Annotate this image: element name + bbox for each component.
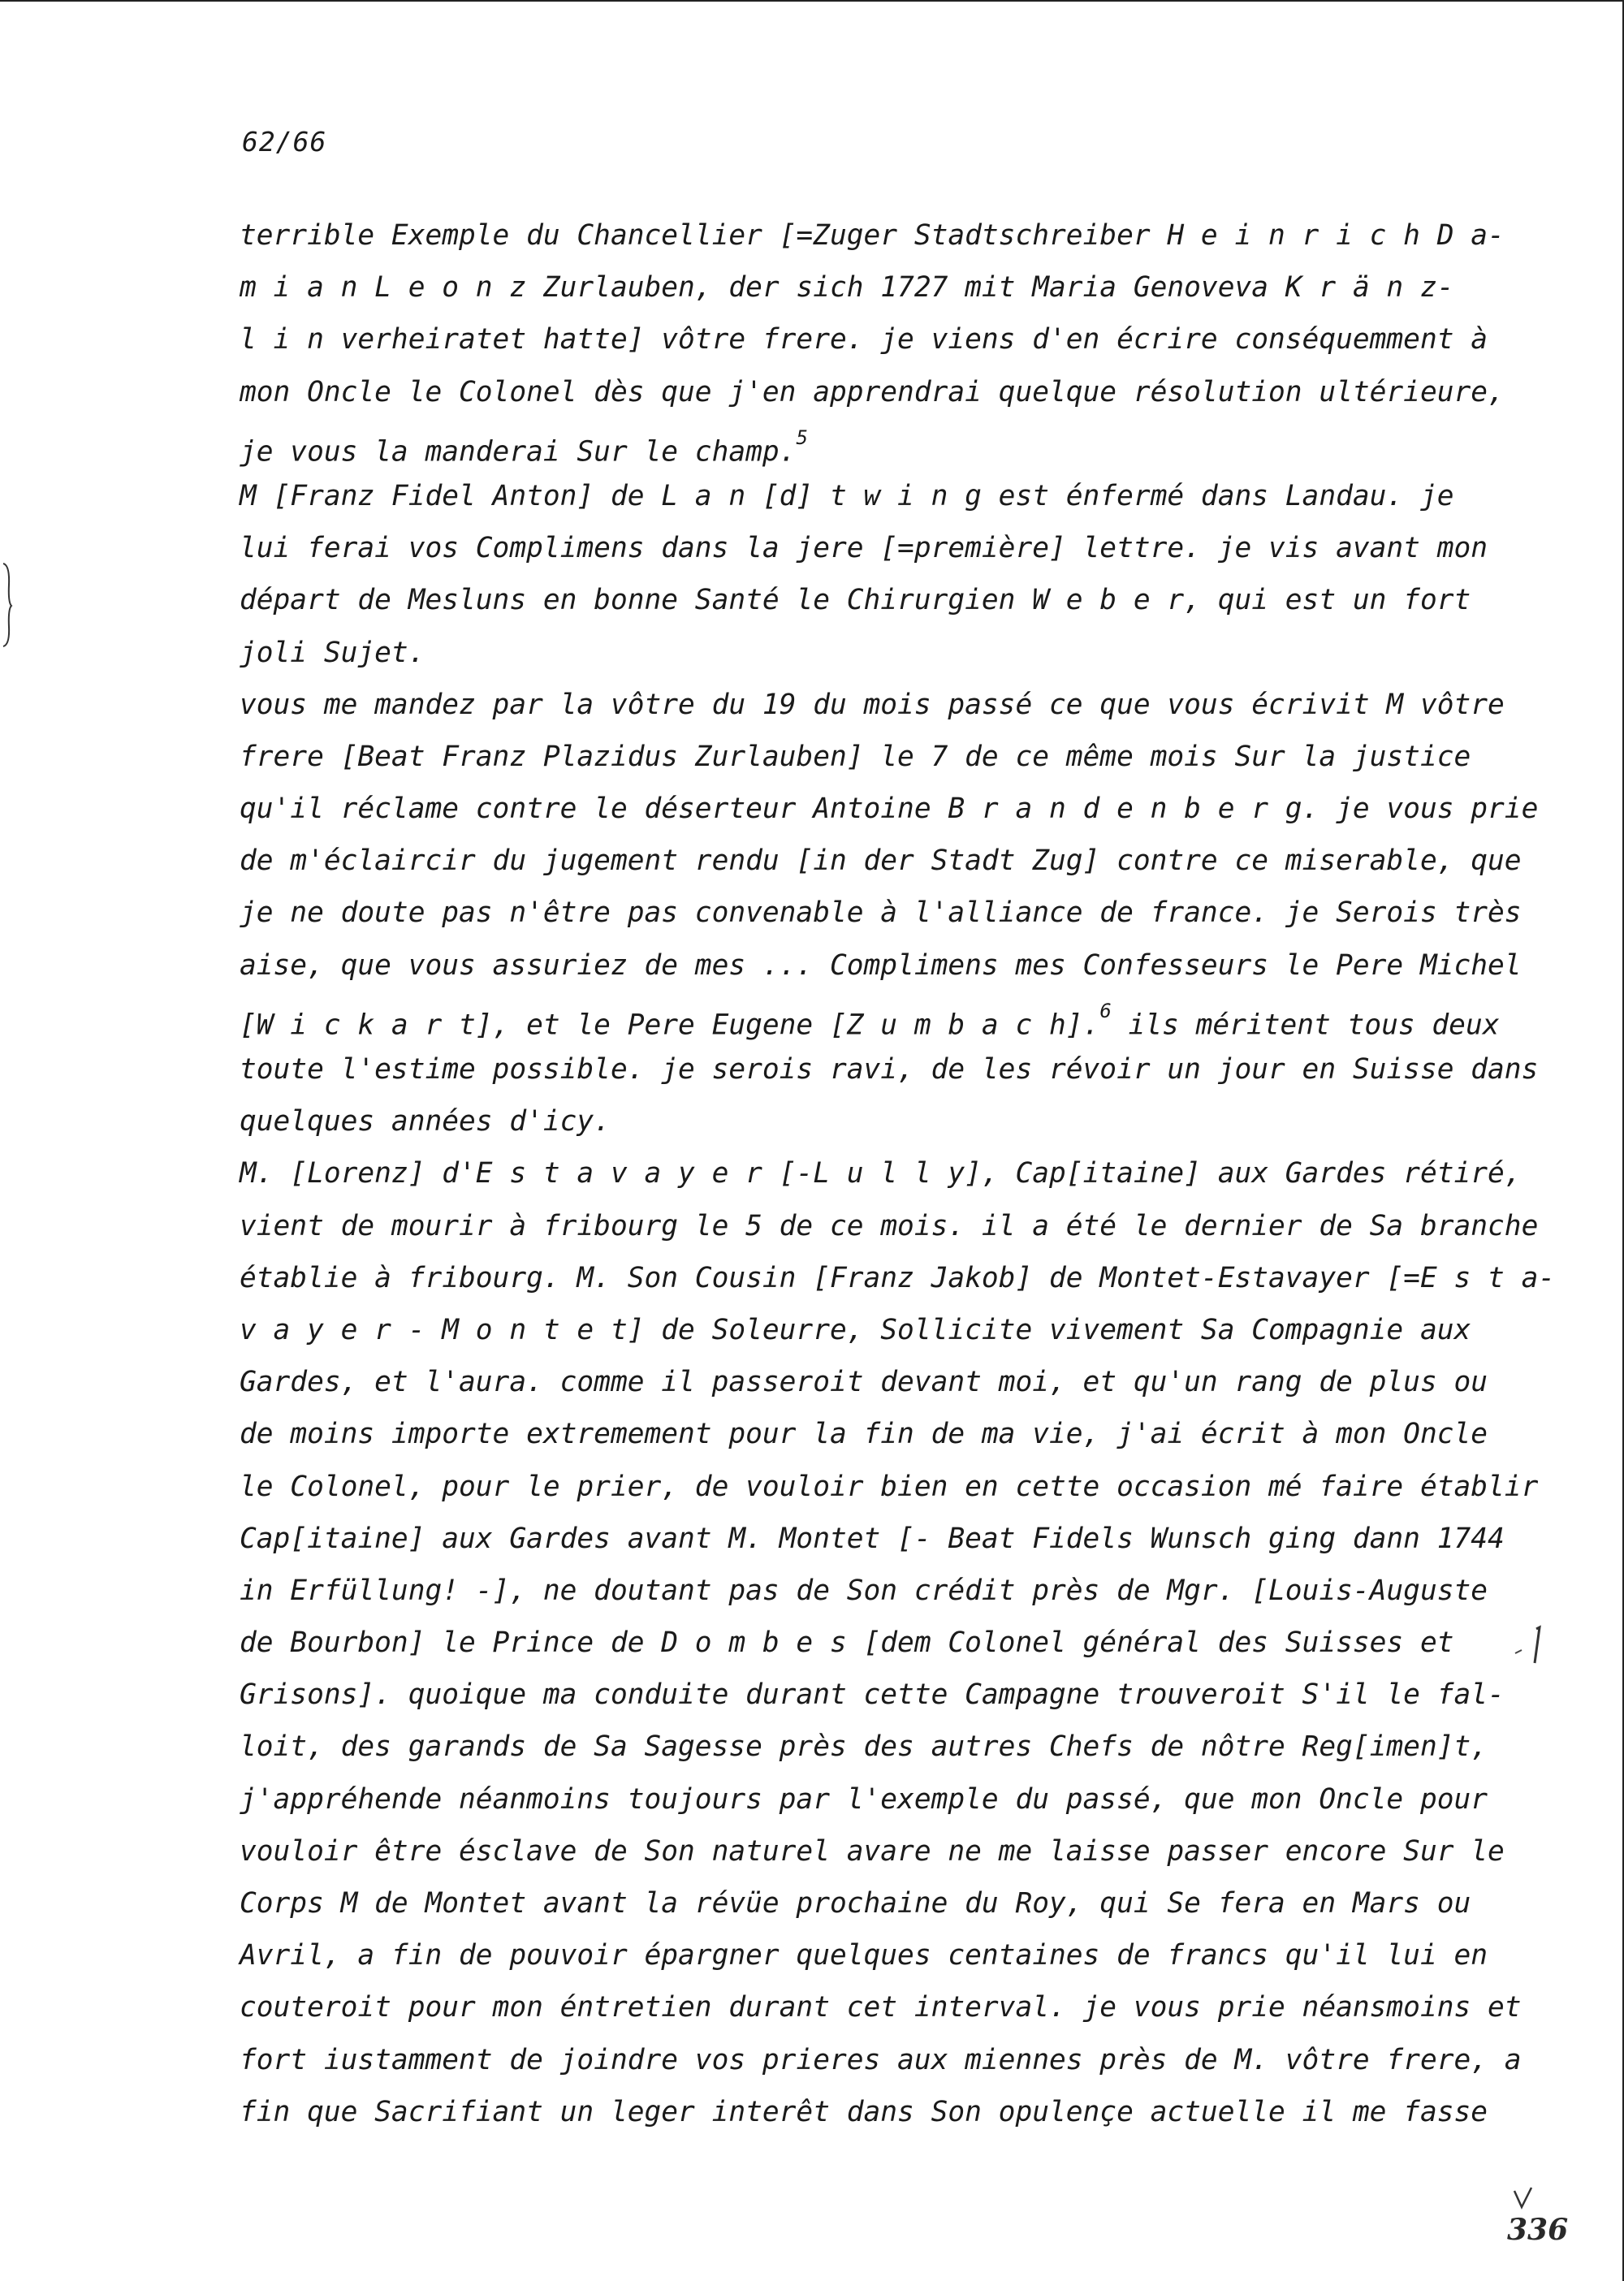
text-line: établie à fribourg. M. Son Cousin [Franz Jakob] de Montet-Estavayer [=E s t a- (240, 1261, 1556, 1294)
text-line: frere [Beat Franz Plazidus Zurlauben] le 7 de ce même mois Sur la justice (240, 740, 1471, 773)
text-line: loit, des garands de Sa Sagesse près des autres Chefs de nôtre Reg[imen]t, (240, 1730, 1488, 1764)
text-line: l i n verheiratet hatte] vôtre frere. je viens d'en écrire conséquemment à (240, 323, 1488, 356)
text-line: Grisons]. quoique ma conduite durant cette Campagne trouveroit S'il le fal- (240, 1678, 1505, 1712)
text-line: départ de Mesluns en bonne Santé le Chirurgien W e b e r, qui est un fort (240, 584, 1471, 617)
text-line: Avril, a fin de pouvoir épargner quelques centaines de francs qu'il lui en (240, 1939, 1488, 1972)
text-line: Cap[itaine] aux Gardes avant M. Montet [- Beat Fidels Wunsch ging dann 1744 (240, 1522, 1505, 1555)
footnote-ref-6: 6 (1099, 999, 1112, 1022)
text-line: fin que Sacrifiant un leger interêt dans Son opulençe actuelle il me fasse (240, 2095, 1488, 2128)
text-line: vient de mourir à fribourg le 5 de ce mois. il a été le dernier de Sa branche (240, 1209, 1539, 1242)
text-line: quelques années d'icy. (240, 1105, 611, 1138)
text-line: Gardes, et l'aura. comme il passeroit devant moi, et qu'un rang de plus ou (240, 1366, 1488, 1399)
text-line: m i a n L e o n z Zurlauben, der sich 1727 mit Maria Genoveva K r ä n z- (240, 271, 1454, 305)
text-line: vous me mandez par la vôtre du 19 du mois passé ce que vous écrivit M vôtre (240, 688, 1505, 721)
text-line: lui ferai vos Complimens dans la jere [=première] lettre. je vis avant mon (240, 532, 1488, 565)
text-line: je ne doute pas n'être pas convenable à l'alliance de france. je Serois très (240, 896, 1522, 930)
margin-pencil-mark (1512, 1622, 1553, 1671)
letter-body (240, 210, 1556, 2138)
text-line: mon Oncle le Colonel dès que j'en apprendrai quelque résolution ultérieure, (240, 375, 1505, 408)
text-line: toute l'estime possible. je serois ravi, de les révoir un jour en Suisse dans (240, 1053, 1539, 1086)
text-line: fort iustamment de joindre vos prieres aux miennes près de M. vôtre frere, a (240, 2043, 1522, 2076)
footnote-ref-5: 5 (796, 426, 808, 449)
text-line: couteroit pour mon éntretien durant cet interval. je vous prie néansmoins et (240, 1991, 1522, 2024)
text-line: de moins importe extremement pour la fin de ma vie, j'ai écrit à mon Oncle (240, 1418, 1488, 1451)
text-line: Corps M de Montet avant la révüe prochaine du Roy, qui Se fera en Mars ou (240, 1887, 1471, 1920)
text-line: [W i c k a r t], et le Pere Eugene [Z u m b a c h].$^6$ ils méritent tous deux (240, 999, 1500, 1042)
page-number: 62/66 (242, 126, 327, 158)
text-line: terrible Exemple du Chancellier [=Zuger Stadtschreiber H e i n r i c h D a- (240, 219, 1505, 252)
margin-bracket-mark (2, 560, 13, 650)
checkmark-icon (1512, 2186, 1535, 2210)
text-line: vouloir être ésclave de Son naturel avare ne me laisse passer encore Sur le (240, 1834, 1505, 1868)
text-line: j'appréhende néanmoins toujours par l'exemple du passé, que mon Oncle pour (240, 1782, 1488, 1816)
text-line: je vous la manderai Sur le champ.$^5$ (240, 426, 808, 469)
text-line: in Erfüllung! -], ne doutant pas de Son crédit près de Mgr. [Louis-Auguste (240, 1574, 1488, 1607)
text-line: M. [Lorenz] d'E s t a v a y e r [-L u l l y], Cap[itaine] aux Gardes rétiré, (240, 1157, 1522, 1190)
text-line: joli Sujet. (240, 636, 425, 669)
text-line: qu'il réclame contre le déserteur Antoine B r a n d e n b e r g. je vous prie (240, 793, 1539, 826)
text-line: le Colonel, pour le prier, de vouloir bien en cette occasion mé faire établir (240, 1470, 1539, 1503)
text-line: M [Franz Fidel Anton] de L a n [d] t w i n g est énfermé dans Landau. je (240, 479, 1454, 512)
text-line: aise, que vous assuriez de mes ... Complimens mes Confesseurs le Pere Michel (240, 948, 1522, 982)
folio-number: 336 (1507, 2213, 1569, 2247)
text-line: de Bourbon] le Prince de D o m b e s [dem Colonel général des Suisses et (240, 1627, 1454, 1660)
text-line: v a y e r - M o n t e t] de Soleurre, Sollicite vivement Sa Compagnie aux (240, 1313, 1471, 1346)
text-line: de m'éclaircir du jugement rendu [in der Stadt Zug] contre ce miserable, que (240, 845, 1522, 878)
